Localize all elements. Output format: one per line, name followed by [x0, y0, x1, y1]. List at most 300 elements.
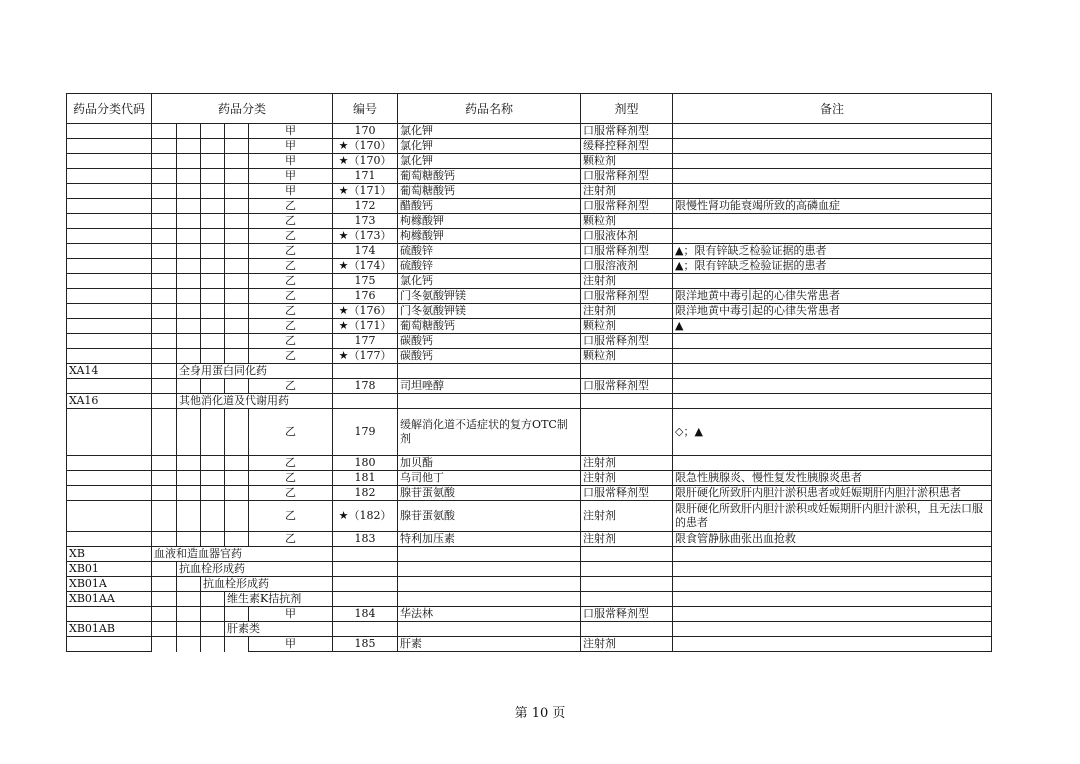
cell-code: [67, 199, 152, 214]
cell-name: [398, 592, 581, 607]
cell-grade: 乙: [249, 274, 333, 289]
header-form: 剂型: [581, 94, 673, 124]
cell-name: [398, 394, 581, 409]
cell-grade: 甲: [249, 607, 333, 622]
cell-indent: [177, 577, 201, 592]
cell-number: 176: [333, 289, 398, 304]
cell-remark: [673, 214, 992, 229]
cell-form: 口服常释剂型: [581, 379, 673, 394]
table-row: [67, 154, 992, 169]
cell-code: [67, 244, 152, 259]
cell-code: XB: [67, 547, 152, 562]
page-number: 第 10 页: [514, 706, 566, 721]
cell-indent: [152, 214, 177, 229]
cell-indent: [177, 199, 201, 214]
cell-indent: [225, 154, 249, 169]
cell-indent: [201, 259, 225, 274]
cell-indent: [225, 486, 249, 501]
cell-code: [67, 154, 152, 169]
cell-indent: [152, 334, 177, 349]
cell-grade: 甲: [249, 184, 333, 199]
cell-remark: [673, 229, 992, 244]
cell-code: [67, 409, 152, 456]
cell-indent: [152, 259, 177, 274]
drug-catalog-table: [66, 93, 992, 652]
table-row: [67, 622, 992, 637]
cell-name: 缓解消化道不适症状的复方OTC制剂: [398, 409, 581, 456]
cell-form: 口服常释剂型: [581, 334, 673, 349]
cell-indent: [201, 607, 225, 622]
cell-form: 口服常释剂型: [581, 199, 673, 214]
cell-form: 缓释控释剂型: [581, 139, 673, 154]
cell-number: 177: [333, 334, 398, 349]
cell-remark: [673, 607, 992, 622]
cell-form: 口服常释剂型: [581, 169, 673, 184]
cell-form: [581, 592, 673, 607]
table-row: [67, 577, 992, 592]
cell-indent: [177, 229, 201, 244]
cell-name: 腺苷蛋氨酸: [398, 501, 581, 532]
cell-code: [67, 501, 152, 532]
cell-code: XA14: [67, 364, 152, 379]
cell-remark: [673, 184, 992, 199]
cell-indent: [225, 532, 249, 547]
cell-form: [581, 622, 673, 637]
cell-name: 醋酸钙: [398, 199, 581, 214]
cell-indent: [177, 274, 201, 289]
table-row: [67, 214, 992, 229]
cell-grade: 乙: [249, 409, 333, 456]
cell-indent: [177, 501, 201, 532]
cell-remark: 限洋地黄中毒引起的心律失常患者: [673, 304, 992, 319]
cell-indent: [225, 334, 249, 349]
cell-indent: [152, 577, 177, 592]
cell-number: ★（173）: [333, 229, 398, 244]
cell-code: [67, 334, 152, 349]
cell-code: [67, 274, 152, 289]
cell-remark: [673, 124, 992, 139]
cell-number: 175: [333, 274, 398, 289]
cell-form: 注射剂: [581, 456, 673, 471]
cell-remark: [673, 154, 992, 169]
cell-form: [581, 409, 673, 456]
cell-indent: [201, 471, 225, 486]
cell-number: 184: [333, 607, 398, 622]
cell-grade: 乙: [249, 379, 333, 394]
cell-code: [67, 139, 152, 154]
cell-name: 枸橼酸钾: [398, 229, 581, 244]
cell-code: [67, 486, 152, 501]
cell-number: [333, 592, 398, 607]
cell-form: 口服常释剂型: [581, 486, 673, 501]
table-row: [67, 334, 992, 349]
cell-form: 注射剂: [581, 637, 673, 652]
cell-form: 注射剂: [581, 184, 673, 199]
cell-indent: [152, 244, 177, 259]
cell-grade: 乙: [249, 532, 333, 547]
cell-number: 180: [333, 456, 398, 471]
cell-indent: [177, 289, 201, 304]
cell-indent: [201, 592, 225, 607]
cell-number: ★（182）: [333, 501, 398, 532]
cell-code: XB01AA: [67, 592, 152, 607]
table-row: [67, 364, 992, 379]
cell-remark: 限急性胰腺炎、慢性复发性胰腺炎患者: [673, 471, 992, 486]
cell-number: 182: [333, 486, 398, 501]
cell-indent: [201, 244, 225, 259]
cell-grade: 乙: [249, 289, 333, 304]
cell-code: XB01: [67, 562, 152, 577]
header-category: 药品分类: [152, 94, 333, 124]
cell-name: 门冬氨酸钾镁: [398, 304, 581, 319]
cell-indent: [201, 637, 225, 652]
cell-category: 全身用蛋白同化药: [177, 364, 333, 379]
cell-remark: [673, 456, 992, 471]
cell-form: [581, 577, 673, 592]
cell-indent: [225, 607, 249, 622]
cell-indent: [152, 229, 177, 244]
cell-remark: [673, 577, 992, 592]
cell-name: 葡萄糖酸钙: [398, 319, 581, 334]
cell-grade: 乙: [249, 214, 333, 229]
cell-name: 门冬氨酸钾镁: [398, 289, 581, 304]
cell-grade: 甲: [249, 139, 333, 154]
cell-number: 178: [333, 379, 398, 394]
cell-grade: 乙: [249, 304, 333, 319]
cell-form: [581, 394, 673, 409]
cell-indent: [225, 471, 249, 486]
cell-indent: [177, 169, 201, 184]
cell-number: 179: [333, 409, 398, 456]
cell-indent: [152, 319, 177, 334]
cell-grade: 乙: [249, 334, 333, 349]
cell-indent: [177, 349, 201, 364]
cell-indent: [152, 562, 177, 577]
cell-code: [67, 607, 152, 622]
cell-indent: [152, 592, 177, 607]
cell-grade: 甲: [249, 169, 333, 184]
cell-remark: 限肝硬化所致肝内胆汁淤积患者或妊娠期肝内胆汁淤积患者: [673, 486, 992, 501]
cell-name: 枸橼酸钾: [398, 214, 581, 229]
cell-name: 乌司他丁: [398, 471, 581, 486]
cell-indent: [177, 244, 201, 259]
cell-remark: 限慢性肾功能衰竭所致的高磷血症: [673, 199, 992, 214]
cell-number: [333, 547, 398, 562]
cell-category: 抗血栓形成药: [177, 562, 333, 577]
table-row: [67, 637, 992, 652]
cell-indent: [177, 139, 201, 154]
cell-indent: [225, 214, 249, 229]
cell-grade: 乙: [249, 486, 333, 501]
cell-remark: ▲: [673, 319, 992, 334]
cell-number: [333, 622, 398, 637]
cell-indent: [152, 349, 177, 364]
table-row: [67, 169, 992, 184]
cell-indent: [201, 409, 225, 456]
cell-remark: [673, 169, 992, 184]
cell-indent: [225, 184, 249, 199]
cell-name: 特利加压素: [398, 532, 581, 547]
table-row: [67, 486, 992, 501]
cell-name: 司坦唑醇: [398, 379, 581, 394]
cell-indent: [152, 501, 177, 532]
cell-indent: [201, 456, 225, 471]
table-row: [67, 229, 992, 244]
table-row: [67, 607, 992, 622]
cell-name: [398, 364, 581, 379]
cell-form: 口服常释剂型: [581, 607, 673, 622]
cell-number: [333, 364, 398, 379]
cell-code: [67, 319, 152, 334]
cell-indent: [201, 379, 225, 394]
cell-number: [333, 394, 398, 409]
cell-form: 注射剂: [581, 532, 673, 547]
cell-name: 氯化钾: [398, 139, 581, 154]
cell-category: 抗血栓形成药: [201, 577, 333, 592]
cell-indent: [225, 379, 249, 394]
cell-remark: [673, 379, 992, 394]
cell-indent: [152, 139, 177, 154]
cell-indent: [225, 289, 249, 304]
table-row: [67, 532, 992, 547]
cell-indent: [201, 124, 225, 139]
cell-code: [67, 214, 152, 229]
table-row: [67, 184, 992, 199]
cell-form: 口服常释剂型: [581, 289, 673, 304]
cell-form: 注射剂: [581, 471, 673, 486]
cell-name: 葡萄糖酸钙: [398, 169, 581, 184]
cell-grade: 乙: [249, 349, 333, 364]
cell-form: 颗粒剂: [581, 349, 673, 364]
cell-form: [581, 547, 673, 562]
cell-remark: ▲；限有锌缺乏检验证据的患者: [673, 244, 992, 259]
cell-indent: [177, 334, 201, 349]
cell-indent: [177, 532, 201, 547]
cell-form: 颗粒剂: [581, 214, 673, 229]
cell-indent: [152, 304, 177, 319]
cell-number: ★（176）: [333, 304, 398, 319]
cell-grade: 甲: [249, 124, 333, 139]
cell-code: [67, 289, 152, 304]
cell-name: 氯化钙: [398, 274, 581, 289]
cell-remark: [673, 364, 992, 379]
cell-number: 170: [333, 124, 398, 139]
cell-code: [67, 532, 152, 547]
cell-indent: [177, 607, 201, 622]
cell-number: ★（170）: [333, 154, 398, 169]
cell-indent: [177, 592, 201, 607]
cell-indent: [152, 169, 177, 184]
cell-indent: [225, 229, 249, 244]
cell-code: [67, 304, 152, 319]
cell-indent: [201, 139, 225, 154]
table-row: [67, 139, 992, 154]
cell-grade: 甲: [249, 154, 333, 169]
cell-grade: 乙: [249, 471, 333, 486]
cell-remark: [673, 547, 992, 562]
table-row: [67, 199, 992, 214]
cell-name: 华法林: [398, 607, 581, 622]
cell-indent: [177, 409, 201, 456]
cell-category: 维生素K拮抗剂: [225, 592, 333, 607]
cell-indent: [177, 124, 201, 139]
cell-indent: [177, 184, 201, 199]
cell-code: [67, 471, 152, 486]
cell-number: 185: [333, 637, 398, 652]
cell-form: [581, 364, 673, 379]
cell-indent: [201, 622, 225, 637]
table-row: [67, 259, 992, 274]
cell-indent: [177, 214, 201, 229]
cell-indent: [225, 501, 249, 532]
cell-name: 葡萄糖酸钙: [398, 184, 581, 199]
cell-number: ★（171）: [333, 319, 398, 334]
cell-indent: [201, 349, 225, 364]
cell-code: [67, 229, 152, 244]
table-header-row: [67, 94, 992, 124]
cell-code: XA16: [67, 394, 152, 409]
cell-form: 注射剂: [581, 304, 673, 319]
cell-remark: [673, 622, 992, 637]
cell-indent: [177, 637, 201, 652]
cell-indent: [177, 379, 201, 394]
cell-form: 颗粒剂: [581, 319, 673, 334]
cell-indent: [152, 154, 177, 169]
table-row: [67, 349, 992, 364]
cell-name: [398, 577, 581, 592]
cell-name: 硫酸锌: [398, 259, 581, 274]
cell-indent: [225, 199, 249, 214]
cell-grade: 乙: [249, 244, 333, 259]
cell-code: [67, 259, 152, 274]
table-row: [67, 592, 992, 607]
cell-category: 肝素类: [225, 622, 333, 637]
cell-code: [67, 184, 152, 199]
cell-number: 183: [333, 532, 398, 547]
cell-indent: [201, 154, 225, 169]
cell-form: 口服常释剂型: [581, 244, 673, 259]
table-row: [67, 409, 992, 456]
cell-code: XB01AB: [67, 622, 152, 637]
cell-number: 181: [333, 471, 398, 486]
cell-indent: [177, 622, 201, 637]
cell-name: 硫酸锌: [398, 244, 581, 259]
cell-code: [67, 456, 152, 471]
cell-remark: ▲；限有锌缺乏检验证据的患者: [673, 259, 992, 274]
cell-name: 氯化钾: [398, 154, 581, 169]
cell-indent: [225, 244, 249, 259]
table-row: [67, 501, 992, 532]
cell-indent: [152, 364, 177, 379]
cell-category: 血液和造血器官药: [152, 547, 333, 562]
cell-indent: [225, 259, 249, 274]
cell-grade: 乙: [249, 319, 333, 334]
cell-remark: [673, 562, 992, 577]
cell-name: [398, 547, 581, 562]
cell-remark: 限洋地黄中毒引起的心律失常患者: [673, 289, 992, 304]
cell-indent: [152, 622, 177, 637]
cell-remark: 限食管静脉曲张出血抢救: [673, 532, 992, 547]
cell-indent: [152, 471, 177, 486]
cell-indent: [177, 471, 201, 486]
cell-number: 173: [333, 214, 398, 229]
cell-indent: [177, 154, 201, 169]
table-row: [67, 471, 992, 486]
cell-number: 172: [333, 199, 398, 214]
cell-form: 口服常释剂型: [581, 124, 673, 139]
table-row: [67, 274, 992, 289]
cell-indent: [177, 319, 201, 334]
cell-category: 其他消化道及代谢用药: [177, 394, 333, 409]
cell-indent: [177, 486, 201, 501]
header-remark: 备注: [673, 94, 992, 124]
cell-indent: [201, 334, 225, 349]
cell-number: ★（170）: [333, 139, 398, 154]
cell-grade: 乙: [249, 199, 333, 214]
cell-indent: [152, 532, 177, 547]
cell-indent: [152, 124, 177, 139]
cell-form: 颗粒剂: [581, 154, 673, 169]
cell-code: [67, 349, 152, 364]
cell-indent: [201, 486, 225, 501]
cell-code: [67, 637, 152, 652]
cell-remark: [673, 349, 992, 364]
cell-indent: [177, 304, 201, 319]
table-row: [67, 289, 992, 304]
cell-number: ★（171）: [333, 184, 398, 199]
cell-code: [67, 124, 152, 139]
cell-remark: [673, 592, 992, 607]
cell-number: [333, 577, 398, 592]
header-name: 药品名称: [398, 94, 581, 124]
table-row: [67, 244, 992, 259]
cell-grade: 乙: [249, 456, 333, 471]
cell-name: 肝素: [398, 637, 581, 652]
cell-indent: [225, 139, 249, 154]
table-row: [67, 456, 992, 471]
cell-indent: [201, 199, 225, 214]
table-row: [67, 319, 992, 334]
cell-indent: [177, 259, 201, 274]
cell-form: 口服溶液剂: [581, 259, 673, 274]
cell-indent: [201, 229, 225, 244]
cell-form: 注射剂: [581, 501, 673, 532]
cell-indent: [152, 607, 177, 622]
cell-indent: [201, 214, 225, 229]
cell-indent: [152, 184, 177, 199]
cell-indent: [152, 486, 177, 501]
cell-indent: [177, 456, 201, 471]
cell-indent: [152, 289, 177, 304]
cell-remark: [673, 394, 992, 409]
cell-remark: ◇；▲: [673, 409, 992, 456]
cell-number: ★（174）: [333, 259, 398, 274]
cell-remark: [673, 637, 992, 652]
table-row: [67, 562, 992, 577]
header-number: 编号: [333, 94, 398, 124]
table-row: [67, 547, 992, 562]
cell-number: [333, 562, 398, 577]
cell-name: 碳酸钙: [398, 349, 581, 364]
cell-remark: [673, 274, 992, 289]
cell-form: 口服液体剂: [581, 229, 673, 244]
cell-indent: [225, 124, 249, 139]
cell-form: [581, 562, 673, 577]
cell-code: [67, 169, 152, 184]
cell-indent: [201, 289, 225, 304]
cell-number: ★（177）: [333, 349, 398, 364]
header-code: 药品分类代码: [67, 94, 152, 124]
